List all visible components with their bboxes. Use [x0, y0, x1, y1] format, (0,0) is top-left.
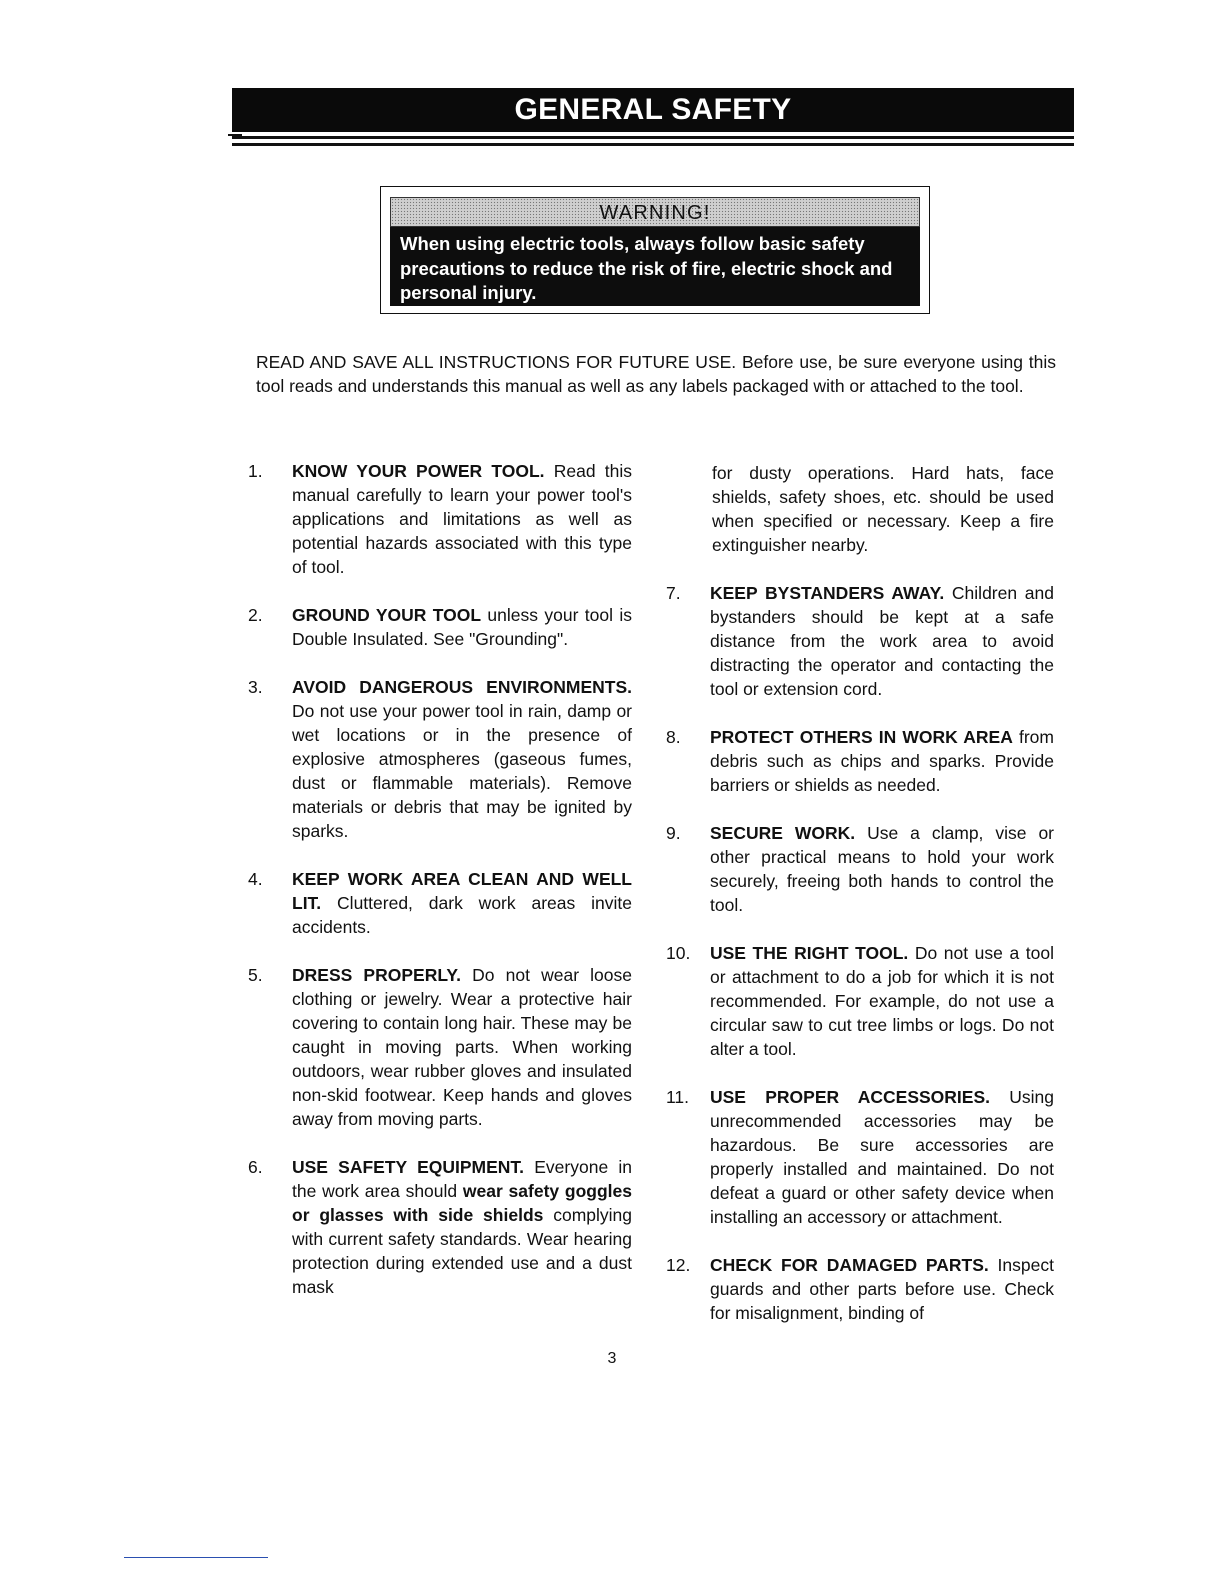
item-title: AVOID DANGEROUS ENVIRONMENTS.: [292, 677, 632, 697]
safety-item-2: [248, 603, 632, 651]
page-number: 3: [607, 1350, 617, 1367]
title-rule-top: [232, 136, 1074, 139]
warning-heading: WARNING!: [390, 197, 920, 227]
intro-text: Before use, be sure everyone using this tool reads and understands this manual as well as any labels packaged with or attached to the tool.: [256, 352, 1056, 396]
item-text: Do not wear loose clothing or jewelry. Wear a protective hair covering to contain long hair. These may be caught in moving parts. When working outdoors, wear rubber gloves and insulated non-skid footwear. Keep hands and gloves away from moving parts.: [292, 965, 632, 1129]
item-title: KEEP BYSTANDERS AWAY.: [710, 583, 945, 603]
item-title: CHECK FOR DAMAGED PARTS.: [710, 1255, 989, 1275]
safety-item-9: [666, 821, 1054, 917]
safety-item-3: [248, 675, 632, 843]
item-text: Use a clamp, vise or other practical means to hold your work securely, freeing both hands to control the tool.: [710, 823, 1054, 915]
item-number: 11.: [666, 1087, 690, 1107]
item-title: USE SAFETY EQUIPMENT.: [292, 1157, 525, 1177]
item-number: 9.: [666, 823, 681, 843]
item-emphasis: wear safety goggles or glasses with side shields: [292, 1181, 632, 1225]
item-number: 1.: [248, 461, 263, 481]
item-title: KNOW YOUR POWER TOOL.: [292, 461, 545, 481]
safety-item-11: [666, 1085, 1054, 1229]
safety-item-4: [248, 867, 632, 939]
item-number: 12.: [666, 1255, 691, 1275]
item-text: Cluttered, dark work areas invite accidents.: [292, 893, 632, 937]
item-text: Everyone in the work area should: [292, 1157, 632, 1201]
intro-lead: READ AND SAVE ALL INSTRUCTIONS FOR FUTURE USE.: [256, 352, 737, 372]
item-title: PROTECT OTHERS IN WORK AREA: [710, 727, 1013, 747]
item-text: Children and bystanders should be kept at a safe distance from the work area to avoid distracting the operator and contacting the tool or extension cord.: [710, 583, 1054, 699]
safety-item-6-continued: for dusty operations. Hard hats, face shields, safety shoes, etc. should be used when specified or necessary. Keep a fire extinguisher nearby.: [712, 463, 1054, 555]
safety-item-5: [248, 963, 632, 1131]
title-rule-bottom: [232, 143, 1074, 146]
item-number: 6.: [248, 1157, 263, 1177]
safety-item-7: [666, 581, 1054, 701]
item-text: Do not use your power tool in rain, damp or wet locations or in the presence of explosive atmospheres (gaseous fumes, dust or flammable materials). Remove materials or debris that may be ignited by sparks.: [292, 701, 632, 841]
safety-item-1: [248, 459, 632, 579]
item-number: 2.: [248, 605, 263, 625]
footer-line: [124, 1557, 268, 1558]
intro-paragraph: [256, 350, 1056, 398]
item-text: from debris such as chips and sparks. Provide barriers or shields as needed.: [710, 727, 1054, 795]
item-number: 4.: [248, 869, 263, 889]
item-title: USE PROPER ACCESSORIES.: [710, 1087, 990, 1107]
item-number: 7.: [666, 583, 681, 603]
safety-item-10: [666, 941, 1054, 1061]
item-title: KEEP WORK AREA CLEAN AND WELL LIT.: [292, 869, 632, 913]
page-title: GENERAL SAFETY: [232, 88, 1074, 132]
item-number: 8.: [666, 727, 681, 747]
safety-item-6: [248, 1155, 632, 1299]
item-title: USE THE RIGHT TOOL.: [710, 943, 909, 963]
safety-item-12: [666, 1253, 1054, 1325]
item-number: 10.: [666, 943, 691, 963]
item-text: Inspect guards and other parts before use. Check for misalignment, binding of: [710, 1255, 1054, 1323]
item-text: unless your tool is Double Insulated. See "Grounding".: [292, 605, 632, 649]
left-column: [248, 459, 632, 1323]
item-title: GROUND YOUR TOOL: [292, 605, 482, 625]
item-number: 5.: [248, 965, 263, 985]
right-column: [666, 461, 1054, 1349]
item-title: DRESS PROPERLY.: [292, 965, 462, 985]
item-text: Using unrecommended accessories may be hazardous. Be sure accessories are properly installed and maintained. Do not defeat a guard or other safety device when installing an accessory or attachment.: [710, 1087, 1054, 1227]
warning-text: When using electric tools, always follow basic safety precautions to reduce the risk of fire, electric shock and personal injury.: [390, 227, 920, 306]
item-text: Do not use a tool or attachment to do a job for which it is not recommended. For example, do not use a circular saw to cut tree limbs or logs. Do not alter a tool.: [710, 943, 1054, 1059]
item-number: 3.: [248, 677, 263, 697]
item-text: Read this manual carefully to learn your power tool's applications and limitations as well as potential hazards associated with this type of tool.: [292, 461, 633, 577]
safety-item-8: [666, 725, 1054, 797]
item-title: SECURE WORK.: [710, 823, 856, 843]
item-text-continued: complying with current safety standards. Wear hearing protection during extended use and a dust mask: [292, 1205, 632, 1297]
